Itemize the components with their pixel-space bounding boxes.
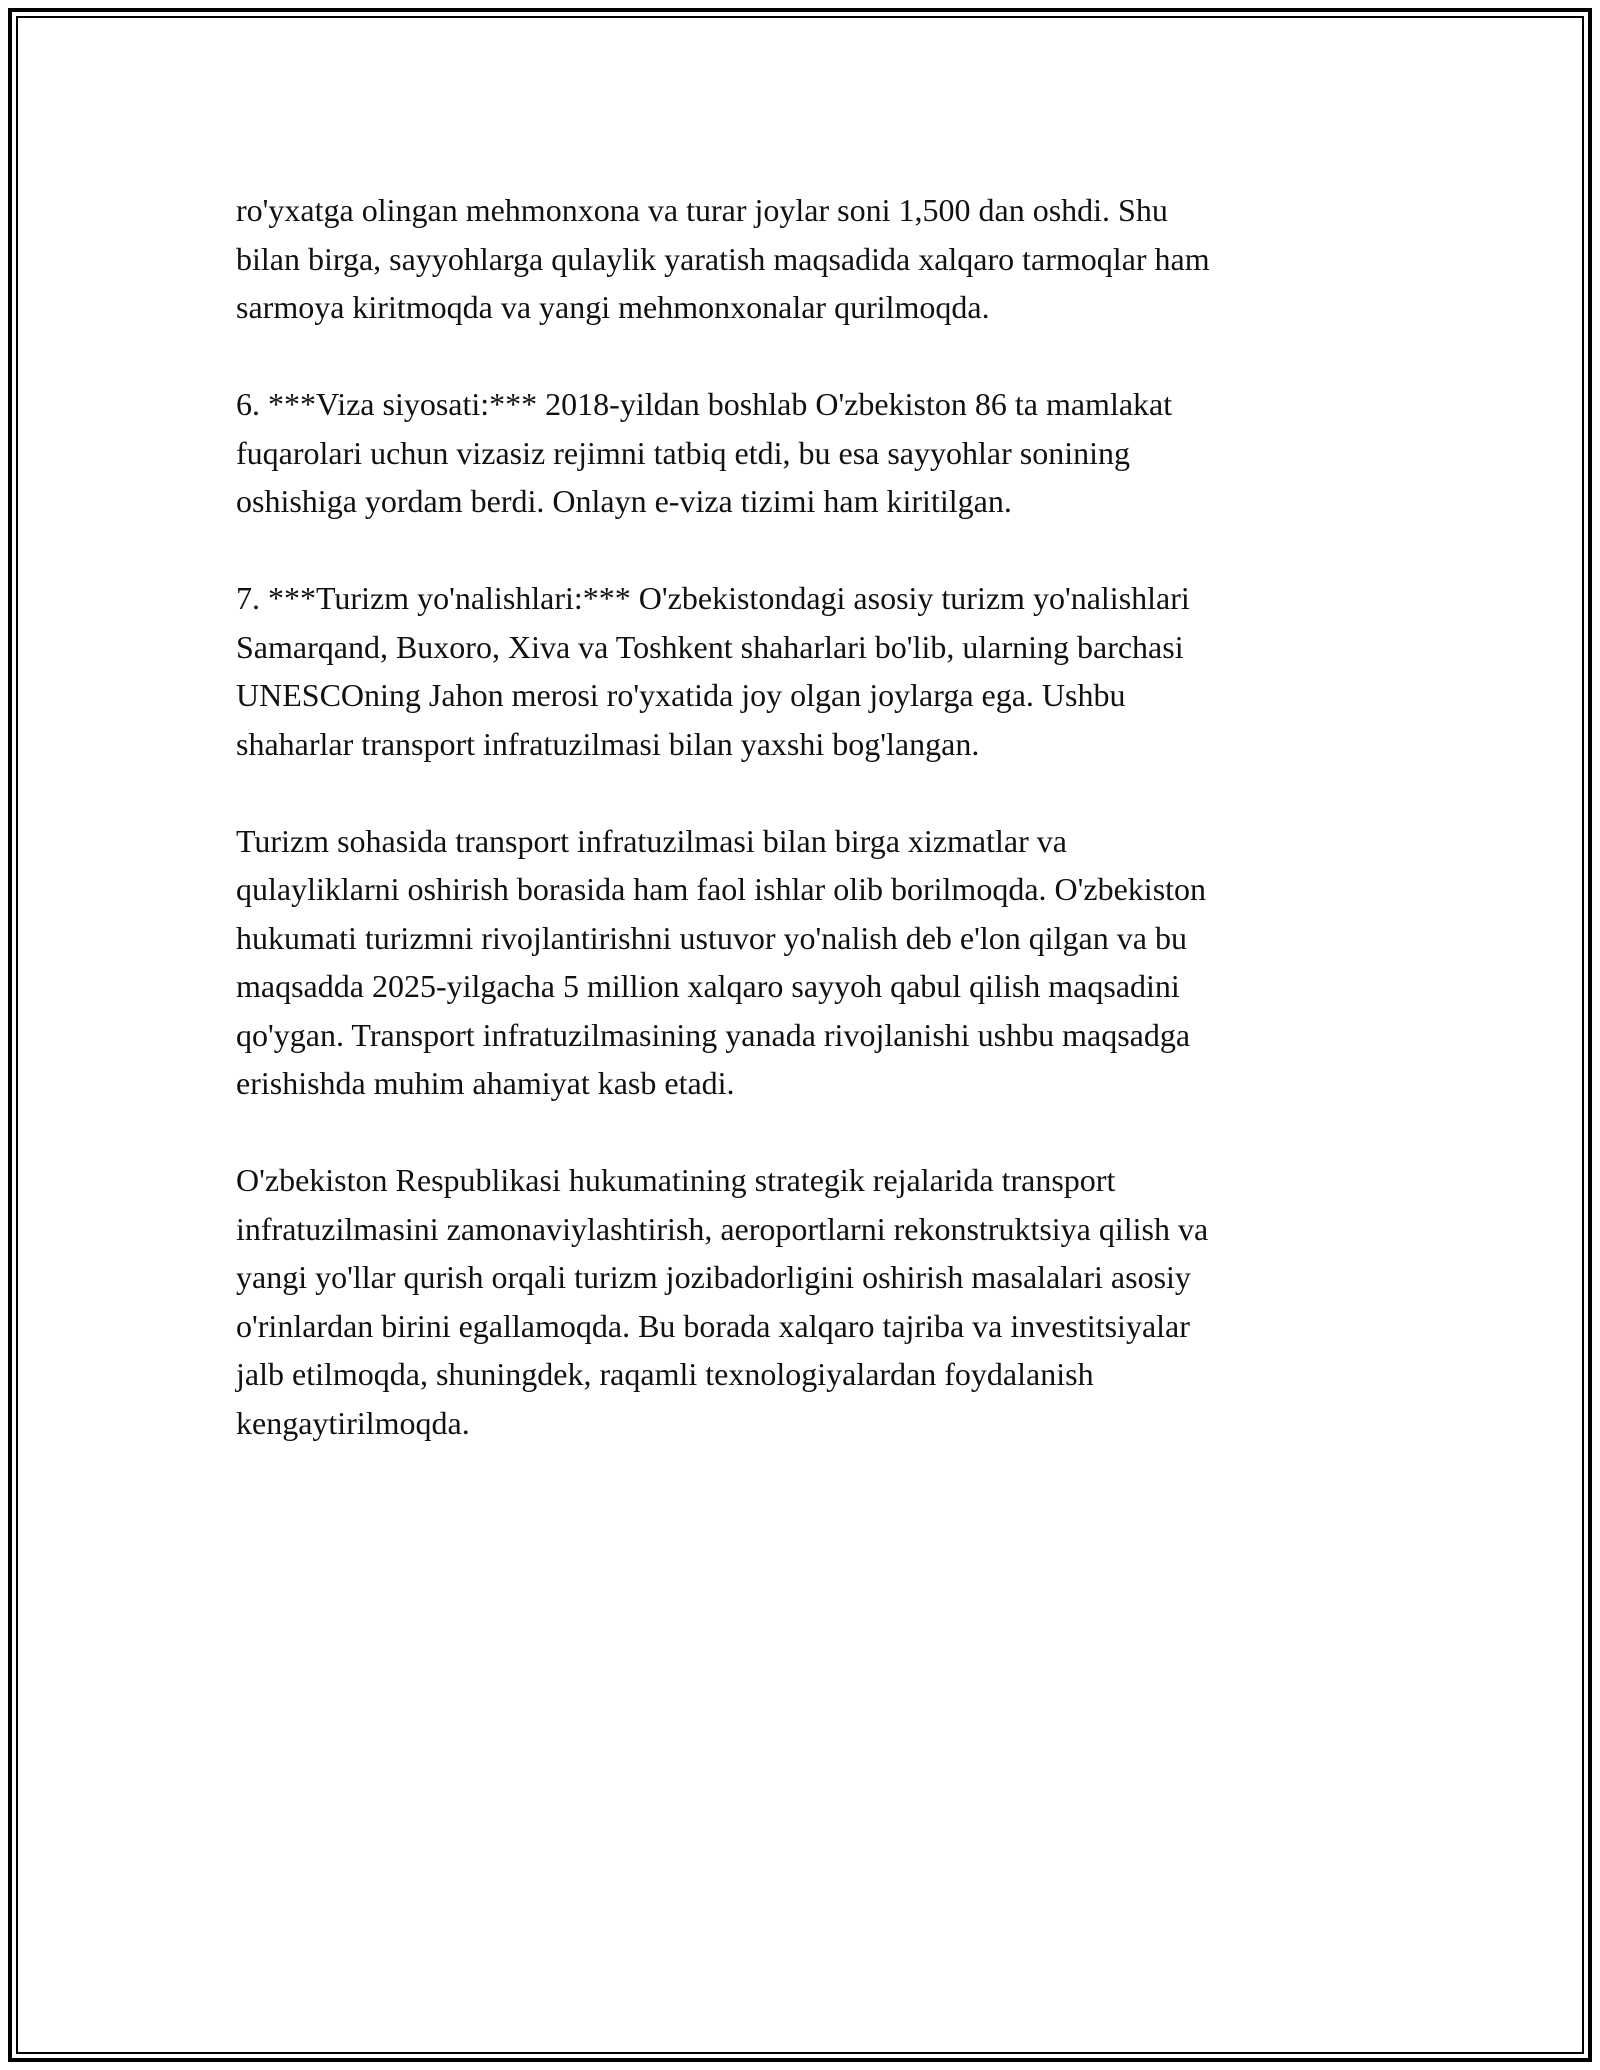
paragraph-tourism-destinations: 7. ***Turizm yo'nalishlari:*** O'zbekistondagi asosiy turizm yo'nalishlari Samarqand, Buxoro, Xiva va Toshkent shaharlari bo'lib, ularning barchasi UNESCOning Jahon merosi ro'yxatida joy olgan joylarga ega. Ushbu shaharlar transport infratuzilmasi bilan yaxshi bog'langan. bbox=[236, 580, 1190, 762]
paragraph-strategic-plans: O'zbekiston Respublikasi hukumatining strategik rejalarida transport infratuzilmasini zamonaviylashtirish, aeroportlarni rekonstruktsiya qilish va yangi yo'llar qurish orqali turizm jozibadorligini oshirish masalalari asosiy o'rinlardan birini egallamoqda. Bu borada xalqaro tajriba va investitsiyalar jalb etilmoqda, shuningdek, raqamli texnologiyalardan foydalanish kengaytirilmoqda. bbox=[236, 1162, 1209, 1441]
paragraph-tourism-services: Turizm sohasida transport infratuzilmasi bilan birga xizmatlar va qulayliklarni oshirish borasida ham faol ishlar olib borilmoqda. O'zbekiston hukumati turizmni rivojlantirishni ustuvor yo'nalish deb e'lon qilgan va bu maqsadda 2025-yilgacha 5 million xalqaro sayyoh qabul qilish maqsadini qo'ygan. Transport infratuzilmasining yanada rivojlanishi ushbu maqsadga erishishda muhim ahamiyat kasb etadi. bbox=[236, 822, 1207, 1101]
document-body bbox=[236, 186, 1366, 1496]
paragraph-visa-policy: 6. ***Viza siyosati:*** 2018-yildan boshlab O'zbekiston 86 ta mamlakat fuqarolari uchun vizasiz rejimni tatbiq etdi, bu esa sayyohlar sonining oshishiga yordam berdi. Onlayn e-viza tizimi ham kiritilgan. bbox=[236, 386, 1173, 519]
paragraph-hotels: ro'yxatga olingan mehmonxona va turar joylar soni 1,500 dan oshdi. Shu bilan birga, sayyohlarga qulaylik yaratish maqsadida xalqaro tarmoqlar ham sarmoya kiritmoqda va yangi mehmonxonalar qurilmoqda. bbox=[236, 192, 1210, 325]
